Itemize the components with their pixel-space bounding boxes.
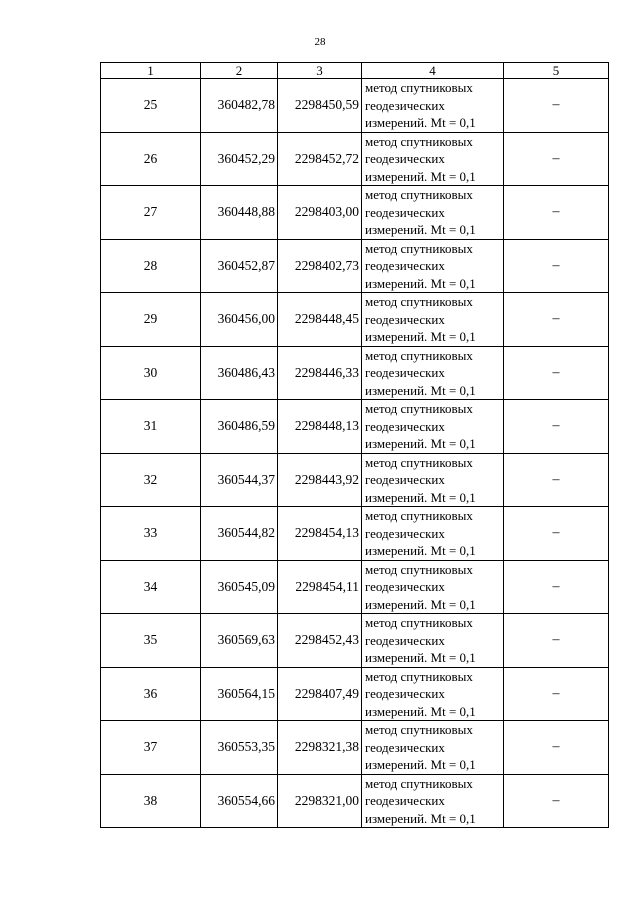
note-cell: – <box>504 239 609 293</box>
table-row <box>101 667 609 721</box>
note-cell: – <box>504 560 609 614</box>
y-coordinate-cell: 2298321,00 <box>278 774 362 828</box>
header-col-5: 5 <box>504 63 609 79</box>
point-number-cell: 30 <box>101 346 201 400</box>
note-cell: – <box>504 79 609 133</box>
y-coordinate-cell: 2298450,59 <box>278 79 362 133</box>
x-coordinate-cell: 360545,09 <box>201 560 278 614</box>
table-row <box>101 507 609 561</box>
y-coordinate-cell: 2298446,33 <box>278 346 362 400</box>
y-coordinate-cell: 2298454,11 <box>278 560 362 614</box>
header-col-3: 3 <box>278 63 362 79</box>
note-cell: – <box>504 400 609 454</box>
x-coordinate-cell: 360452,87 <box>201 239 278 293</box>
header-col-4: 4 <box>362 63 504 79</box>
method-cell: метод спутниковых геодезических измерений. Mt = 0,1 <box>362 774 504 828</box>
method-cell: метод спутниковых геодезических измерений. Mt = 0,1 <box>362 132 504 186</box>
point-number-cell: 31 <box>101 400 201 454</box>
coordinates-table <box>100 62 609 828</box>
method-cell: метод спутниковых геодезических измерений. Mt = 0,1 <box>362 453 504 507</box>
method-cell: метод спутниковых геодезических измерений. Mt = 0,1 <box>362 400 504 454</box>
note-cell: – <box>504 346 609 400</box>
point-number-cell: 35 <box>101 614 201 668</box>
x-coordinate-cell: 360448,88 <box>201 186 278 240</box>
method-cell: метод спутниковых геодезических измерений. Mt = 0,1 <box>362 79 504 133</box>
point-number-cell: 33 <box>101 507 201 561</box>
x-coordinate-cell: 360456,00 <box>201 293 278 347</box>
table-row <box>101 239 609 293</box>
y-coordinate-cell: 2298448,45 <box>278 293 362 347</box>
method-cell: метод спутниковых геодезических измерений. Mt = 0,1 <box>362 507 504 561</box>
note-cell: – <box>504 132 609 186</box>
table-row <box>101 614 609 668</box>
point-number-cell: 32 <box>101 453 201 507</box>
x-coordinate-cell: 360452,29 <box>201 132 278 186</box>
table-row <box>101 453 609 507</box>
x-coordinate-cell: 360553,35 <box>201 721 278 775</box>
y-coordinate-cell: 2298403,00 <box>278 186 362 240</box>
table-row <box>101 400 609 454</box>
table-row <box>101 132 609 186</box>
method-cell: метод спутниковых геодезических измерений. Mt = 0,1 <box>362 560 504 614</box>
table-row <box>101 293 609 347</box>
y-coordinate-cell: 2298448,13 <box>278 400 362 454</box>
note-cell: – <box>504 507 609 561</box>
point-number-cell: 34 <box>101 560 201 614</box>
y-coordinate-cell: 2298454,13 <box>278 507 362 561</box>
table-row <box>101 79 609 133</box>
y-coordinate-cell: 2298407,49 <box>278 667 362 721</box>
x-coordinate-cell: 360486,59 <box>201 400 278 454</box>
note-cell: – <box>504 614 609 668</box>
point-number-cell: 27 <box>101 186 201 240</box>
method-cell: метод спутниковых геодезических измерений. Mt = 0,1 <box>362 346 504 400</box>
header-col-1: 1 <box>101 63 201 79</box>
y-coordinate-cell: 2298402,73 <box>278 239 362 293</box>
table-row <box>101 721 609 775</box>
method-cell: метод спутниковых геодезических измерений. Mt = 0,1 <box>362 667 504 721</box>
point-number-cell: 26 <box>101 132 201 186</box>
x-coordinate-cell: 360486,43 <box>201 346 278 400</box>
method-cell: метод спутниковых геодезических измерений. Mt = 0,1 <box>362 186 504 240</box>
x-coordinate-cell: 360544,82 <box>201 507 278 561</box>
x-coordinate-cell: 360544,37 <box>201 453 278 507</box>
note-cell: – <box>504 721 609 775</box>
table-row <box>101 560 609 614</box>
y-coordinate-cell: 2298321,38 <box>278 721 362 775</box>
note-cell: – <box>504 774 609 828</box>
x-coordinate-cell: 360554,66 <box>201 774 278 828</box>
method-cell: метод спутниковых геодезических измерений. Mt = 0,1 <box>362 293 504 347</box>
point-number-cell: 38 <box>101 774 201 828</box>
x-coordinate-cell: 360569,63 <box>201 614 278 668</box>
point-number-cell: 36 <box>101 667 201 721</box>
table-row <box>101 774 609 828</box>
method-cell: метод спутниковых геодезических измерений. Mt = 0,1 <box>362 721 504 775</box>
coordinates-table-body <box>101 63 609 828</box>
table-row <box>101 186 609 240</box>
y-coordinate-cell: 2298452,72 <box>278 132 362 186</box>
x-coordinate-cell: 360482,78 <box>201 79 278 133</box>
note-cell: – <box>504 453 609 507</box>
method-cell: метод спутниковых геодезических измерений. Mt = 0,1 <box>362 614 504 668</box>
table-row <box>101 346 609 400</box>
header-col-2: 2 <box>201 63 278 79</box>
method-cell: метод спутниковых геодезических измерений. Mt = 0,1 <box>362 239 504 293</box>
note-cell: – <box>504 186 609 240</box>
y-coordinate-cell: 2298443,92 <box>278 453 362 507</box>
page-number: 28 <box>314 36 326 48</box>
note-cell: – <box>504 667 609 721</box>
point-number-cell: 37 <box>101 721 201 775</box>
point-number-cell: 29 <box>101 293 201 347</box>
x-coordinate-cell: 360564,15 <box>201 667 278 721</box>
point-number-cell: 28 <box>101 239 201 293</box>
note-cell: – <box>504 293 609 347</box>
y-coordinate-cell: 2298452,43 <box>278 614 362 668</box>
header-row <box>101 63 609 79</box>
point-number-cell: 25 <box>101 79 201 133</box>
